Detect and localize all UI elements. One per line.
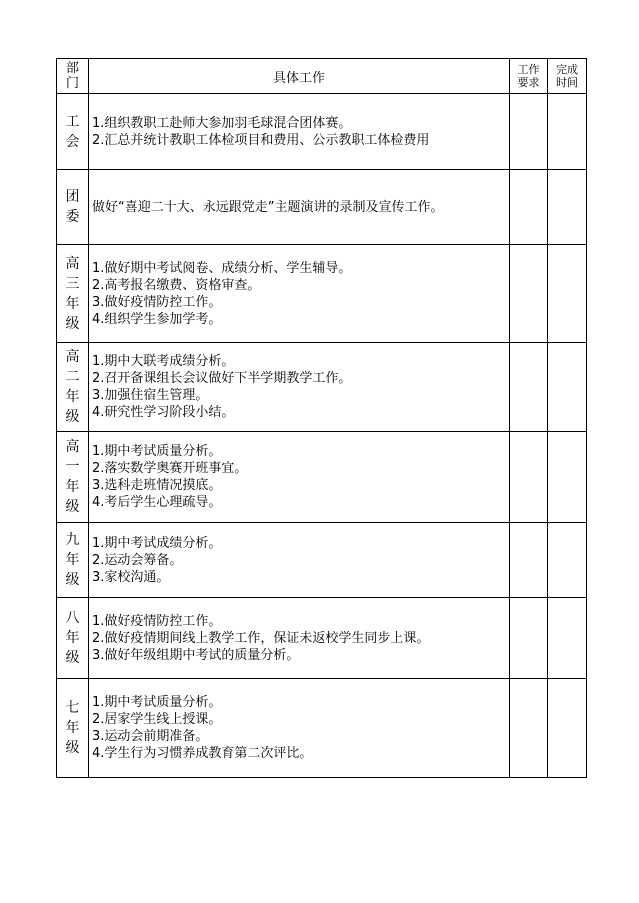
requirement-cell xyxy=(510,170,548,245)
completion-cell xyxy=(548,170,587,245)
task-item: 4.组织学生参加学考。 xyxy=(92,311,222,327)
requirement-cell xyxy=(510,432,548,523)
completion-cell xyxy=(548,343,587,432)
work-cell xyxy=(89,245,510,343)
department-cell xyxy=(57,170,89,245)
table-row xyxy=(57,679,587,778)
task-item: 1.期中考试质量分析。 xyxy=(92,695,222,710)
department-char: 高 xyxy=(65,439,80,455)
department-char: 级 xyxy=(65,315,80,332)
task-item: 1.期中考试成绩分析。 xyxy=(92,535,222,551)
task-item: 2.落实数学奥赛开班事宜。 xyxy=(92,461,248,476)
table-row xyxy=(57,170,587,245)
work-cell xyxy=(89,432,510,523)
task-item: 3.家校沟通。 xyxy=(92,569,170,585)
department-char: 七 xyxy=(65,700,80,716)
department-cell xyxy=(57,94,89,170)
header-requirement-line2: 要求 xyxy=(517,76,540,89)
department-char: 级 xyxy=(65,499,80,515)
task-item: 2.做好疫情期间线上教学工作，保证未返校学生同步上课。 xyxy=(92,630,430,646)
work-plan-table xyxy=(56,58,587,778)
work-cell xyxy=(89,343,510,432)
work-cell xyxy=(89,170,510,245)
work-cell xyxy=(89,523,510,598)
table-row xyxy=(57,523,587,598)
department-cell xyxy=(57,598,89,679)
completion-cell xyxy=(548,679,587,778)
task-item: 2.居家学生线上授课。 xyxy=(92,712,222,727)
department-char: 二 xyxy=(65,369,80,385)
department-char: 级 xyxy=(65,650,80,666)
department-char: 高 xyxy=(65,255,80,272)
task-item: 1.做好期中考试阅卷、成绩分析、学生辅导。 xyxy=(92,260,352,276)
table-row xyxy=(57,598,587,679)
work-cell xyxy=(89,94,510,170)
department-char: 年 xyxy=(65,389,80,405)
header-dept-line2: 门 xyxy=(65,76,79,91)
department-char: 级 xyxy=(65,409,80,425)
task-item: 2.高考报名缴费、资格审查。 xyxy=(92,277,261,293)
department-cell xyxy=(57,523,89,598)
department-char: 级 xyxy=(65,740,80,756)
task-item: 3.选科走班情况摸底。 xyxy=(92,478,222,493)
header-completion-line2: 时间 xyxy=(556,76,578,89)
task-item: 4.考后学生心理疏导。 xyxy=(92,495,222,510)
header-completion xyxy=(548,59,587,94)
department-cell xyxy=(57,432,89,523)
header-department xyxy=(57,59,89,94)
task-item: 1.期中大联考成绩分析。 xyxy=(92,354,235,369)
department-char: 年 xyxy=(65,720,80,736)
department-cell xyxy=(57,343,89,432)
task-item: 3.加强住宿生管理。 xyxy=(92,388,209,403)
task-item: 1.做好疫情防控工作。 xyxy=(92,613,222,629)
department-char: 级 xyxy=(65,572,80,588)
department-char: 年 xyxy=(65,630,80,646)
task-item: 4.学生行为习惯养成教育第二次评比。 xyxy=(92,746,313,761)
table-row xyxy=(57,432,587,523)
department-char: 九 xyxy=(65,532,80,548)
task-item: 3.做好年级组期中考试的质量分析。 xyxy=(92,647,300,663)
requirement-cell xyxy=(510,94,548,170)
table-row xyxy=(57,94,587,170)
header-requirement-line1: 工作 xyxy=(517,63,540,76)
header-dept-line1: 部 xyxy=(65,61,79,76)
task-item: 3.做好疫情防控工作。 xyxy=(92,294,222,310)
department-char: 会 xyxy=(65,133,80,150)
completion-cell xyxy=(548,598,587,679)
department-char: 年 xyxy=(65,479,80,495)
requirement-cell xyxy=(510,343,548,432)
task-item: 做好“喜迎二十大、永远跟党走”主题演讲的录制及宣传工作。 xyxy=(92,199,444,215)
task-item: 1.期中考试质量分析。 xyxy=(92,444,222,459)
task-item: 3.运动会前期准备。 xyxy=(92,729,209,744)
task-item: 1.组织教职工赴师大参加羽毛球混合团体赛。 xyxy=(92,115,352,131)
task-item: 4.研究性学习阶段小结。 xyxy=(92,405,235,420)
department-char: 委 xyxy=(65,209,80,225)
table-row xyxy=(57,343,587,432)
department-char: 八 xyxy=(65,610,80,626)
department-cell xyxy=(57,679,89,778)
department-char: 三 xyxy=(65,275,80,292)
header-completion-line1: 完成 xyxy=(556,63,578,76)
department-char: 一 xyxy=(65,459,80,475)
requirement-cell xyxy=(510,523,548,598)
header-requirement xyxy=(510,59,548,94)
department-char: 年 xyxy=(65,552,80,568)
task-item: 2.汇总并统计教职工体检项目和费用、公示教职工体检费用 xyxy=(92,132,430,148)
completion-cell xyxy=(548,432,587,523)
requirement-cell xyxy=(510,598,548,679)
work-cell xyxy=(89,679,510,778)
header-row xyxy=(57,59,587,94)
department-char: 团 xyxy=(65,189,80,205)
task-item: 2.运动会筹备。 xyxy=(92,552,183,568)
department-char: 年 xyxy=(65,295,80,312)
requirement-cell xyxy=(510,245,548,343)
table-row xyxy=(57,245,587,343)
completion-cell xyxy=(548,245,587,343)
header-work: 具体工作 xyxy=(89,59,510,94)
department-char: 工 xyxy=(65,113,80,130)
department-char: 高 xyxy=(65,349,80,365)
task-item: 2.召开备课组长会议做好下半学期教学工作。 xyxy=(92,371,352,386)
work-cell xyxy=(89,598,510,679)
requirement-cell xyxy=(510,679,548,778)
department-cell xyxy=(57,245,89,343)
completion-cell xyxy=(548,94,587,170)
completion-cell xyxy=(548,523,587,598)
